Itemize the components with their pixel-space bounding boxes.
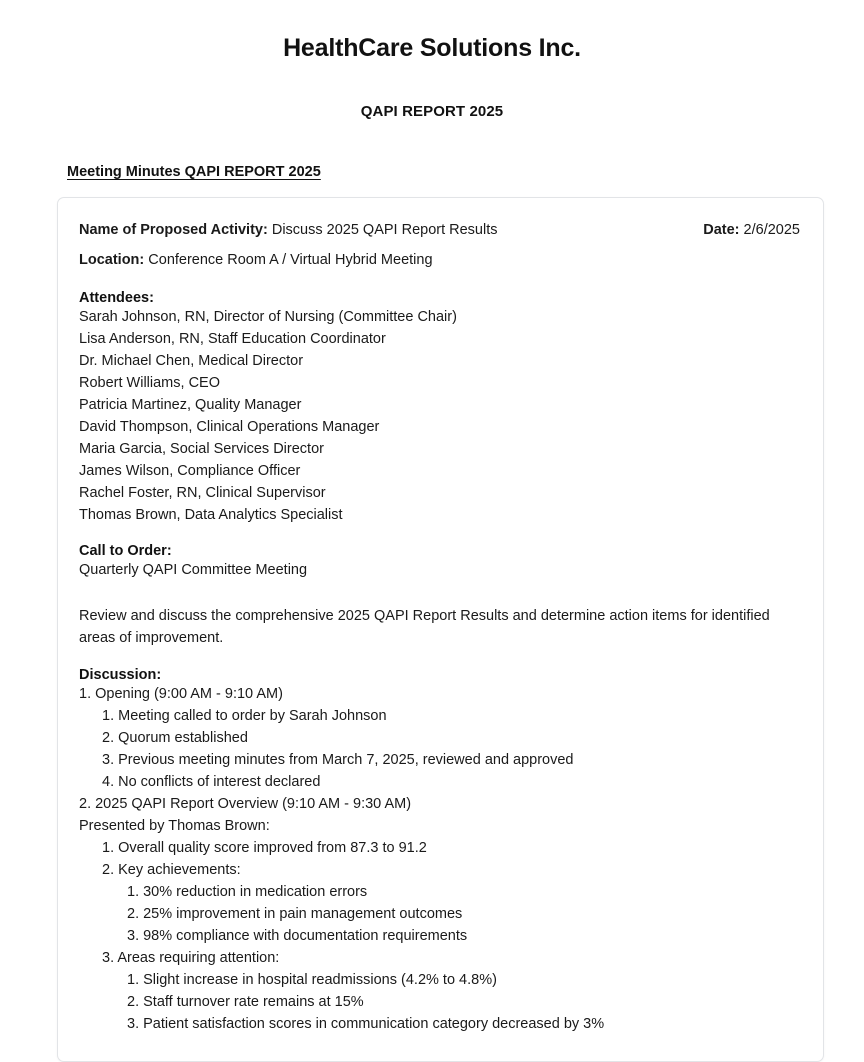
discussion-item: 2. Staff turnover rate remains at 15% [127,994,364,1011]
discussion-item: Presented by Thomas Brown: [79,818,270,835]
meeting-date-value: 2/6/2025 [743,222,800,238]
meeting-purpose: Review and discuss the comprehensive 2025 QAPI Report Results and determine action items for identified areas of improvement. [79,608,770,647]
discussion-item: 1. 30% reduction in medication errors [127,884,368,901]
call-to-order-value: Quarterly QAPI Committee Meeting [79,562,308,579]
discussion-item: 2. Quorum established [102,729,248,746]
discussion-item: 3. 98% compliance with documentation requirements [127,928,468,945]
document-page [0,22,864,1062]
call-to-order-label: Call to Order: [79,543,172,560]
discussion-item: 2. Key achievements: [102,862,241,879]
location-line [79,250,802,271]
discussion-label: Discussion: [79,666,162,683]
meeting-date-label: Date: [703,222,740,238]
location-label: Location: [79,252,145,269]
attendee-item: Rachel Foster, RN, Clinical Supervisor [79,485,326,502]
discussion-item: 2. 2025 QAPI Report Overview (9:10 AM - 9:30 AM) [79,796,412,813]
discussion-item: 3. Patient satisfaction scores in communication category decreased by 3% [127,1016,605,1033]
company-title: HealthCare Solutions Inc. [283,34,581,62]
discussion-item: 1. Slight increase in hospital readmissions (4.2% to 4.8%) [127,972,497,989]
discussion-item: 1. Overall quality score improved from 87.3 to 91.2 [102,840,427,857]
attendee-item: Dr. Michael Chen, Medical Director [79,353,304,370]
attendee-item: Thomas Brown, Data Analytics Specialist [79,507,343,524]
activity-date-row [79,220,802,241]
attendee-item: David Thompson, Clinical Operations Manager [79,419,380,436]
discussion-item: 1. Meeting called to order by Sarah Johnson [102,707,387,724]
attendee-item: Robert Williams, CEO [79,375,220,392]
attendee-item: Patricia Martinez, Quality Manager [79,397,302,414]
section-heading: Meeting Minutes QAPI REPORT 2025 [67,164,321,180]
attendee-item: Maria Garcia, Social Services Director [79,441,324,458]
proposed-activity-label: Name of Proposed Activity: [79,222,268,238]
discussion-item: 3. Previous meeting minutes from March 7, 2025, reviewed and approved [102,751,574,768]
discussion-item: 3. Areas requiring attention: [102,950,280,967]
attendee-item: James Wilson, Compliance Officer [79,463,301,480]
proposed-activity [79,220,498,241]
discussion-list [79,683,802,1036]
attendees-label: Attendees: [79,290,154,307]
meeting-date [703,222,802,238]
discussion-item: 4. No conflicts of interest declared [102,774,321,790]
meeting-minutes-card [57,197,824,1062]
discussion-item: 2. 25% improvement in pain management outcomes [127,906,463,923]
attendees-list [79,306,802,526]
location-value: Conference Room A / Virtual Hybrid Meeting [148,252,433,269]
attendee-item: Lisa Anderson, RN, Staff Education Coordinator [79,331,386,348]
proposed-activity-value: Discuss 2025 QAPI Report Results [271,222,498,238]
report-title: QAPI REPORT 2025 [360,103,504,120]
spacer [79,241,802,250]
attendee-item: Sarah Johnson, RN, Director of Nursing (Committee Chair) [79,309,457,326]
discussion-item: 1. Opening (9:00 AM - 9:10 AM) [79,685,283,702]
